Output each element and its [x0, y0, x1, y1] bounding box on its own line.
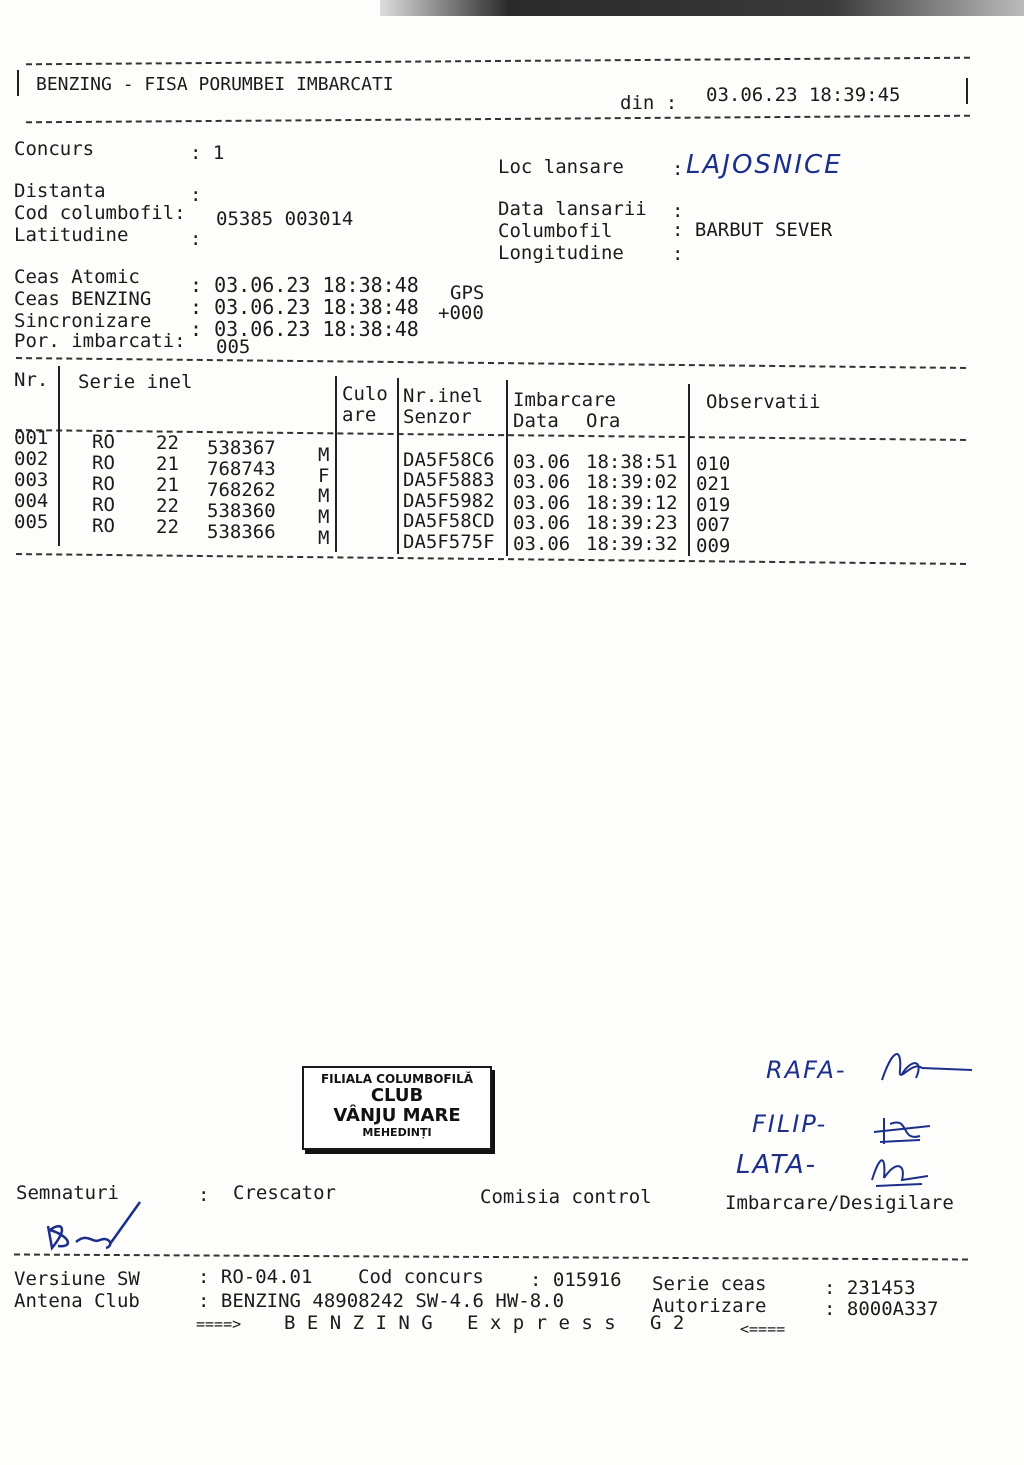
- row-ora: 18:39:12: [586, 492, 678, 514]
- serie-ceas-label: Serie ceas: [652, 1273, 767, 1295]
- row-nr: 003: [14, 469, 49, 491]
- express-banner: B E N Z I N G E x p r e s s G 2: [284, 1312, 685, 1334]
- loc-lansare-colon: :: [672, 158, 684, 180]
- row-an: 22: [156, 495, 179, 517]
- document-title: BENZING - FISA PORUMBEI IMBARCATI: [36, 74, 394, 95]
- signature-lata: [866, 1150, 936, 1190]
- row-sex: M: [318, 527, 330, 549]
- table-rule-top: [16, 357, 966, 369]
- header-culoare-2: are: [342, 404, 377, 426]
- antena-club-value: : BENZING 48908242 SW-4.6 HW-8.0: [198, 1290, 565, 1312]
- signature-filip: [870, 1112, 950, 1148]
- row-inel: 768262: [207, 479, 276, 501]
- ceas-benzing-offset: +000: [438, 302, 484, 324]
- columbofil-label: Columbofil: [498, 220, 613, 242]
- header-senzor: Senzor: [403, 406, 472, 428]
- autorizare-label: Autorizare: [652, 1295, 767, 1317]
- row-an: 22: [156, 432, 179, 454]
- row-inel: 538367: [207, 437, 276, 459]
- cod-columbofil-label: Cod columbofil:: [14, 202, 186, 224]
- signature-crescator: [40, 1196, 150, 1256]
- col-divider-nr: [58, 366, 60, 546]
- sincronizare-value: : 03.06.23 18:38:48: [190, 317, 419, 341]
- cod-concurs-label: Cod concurs: [358, 1266, 484, 1288]
- distanta-value: :: [190, 184, 202, 206]
- concurs-label: Concurs: [14, 138, 95, 160]
- row-tara: RO: [92, 473, 115, 495]
- serie-ceas-value: : 231453: [824, 1277, 916, 1299]
- crescator-label: Crescator: [233, 1182, 336, 1204]
- header-data: Data: [513, 410, 559, 432]
- header-culoare-1: Culo: [342, 383, 388, 405]
- row-data: 03.06: [513, 451, 571, 473]
- row-nr: 004: [14, 490, 49, 512]
- signature-rafa: [872, 1040, 977, 1090]
- versiune-sw-value: : RO-04.01: [198, 1266, 313, 1288]
- ceas-benzing-label: Ceas BENZING: [14, 288, 152, 310]
- imbarcare-desigilare-label: Imbarcare/Desigilare: [725, 1192, 954, 1214]
- stamp-line-filiala: FILIALA COLUMBOFILĂ: [320, 1072, 474, 1086]
- row-obs: 021: [696, 473, 731, 495]
- din-label: din :: [620, 92, 678, 114]
- col-divider-culoare: [397, 378, 399, 554]
- row-an: 21: [156, 474, 179, 496]
- scan-top-shadow: [380, 0, 1024, 16]
- latitudine-value: :: [190, 228, 202, 250]
- ceas-benzing-value: : 03.06.23 18:38:48: [190, 295, 419, 319]
- row-sex: M: [318, 506, 330, 528]
- row-nr: 005: [14, 511, 49, 533]
- cod-columbofil-value: 05385 003014: [216, 208, 354, 230]
- header-observatii: Observatii: [706, 391, 821, 413]
- row-tara: RO: [92, 431, 115, 453]
- versiune-sw-label: Versiune SW: [14, 1268, 140, 1290]
- row-data: 03.06: [513, 492, 571, 514]
- col-divider-serie: [335, 376, 337, 552]
- footer-rule: [14, 1254, 968, 1261]
- row-sex: F: [318, 465, 330, 487]
- data-lansarii-label: Data lansarii: [498, 198, 647, 220]
- row-nr: 001: [14, 427, 49, 449]
- longitudine-label: Longitudine: [498, 242, 624, 264]
- comisia-control-label: Comisia control: [480, 1186, 652, 1208]
- latitudine-label: Latitudine: [14, 224, 129, 246]
- row-tara: RO: [92, 515, 115, 537]
- concurs-value: : 1: [190, 142, 225, 164]
- express-arrow-right: <====: [740, 1320, 786, 1338]
- row-senzor: DA5F58CD: [403, 510, 495, 532]
- header-border-right: [966, 78, 968, 104]
- col-divider-senzor: [506, 380, 508, 556]
- por-imbarcati-label: Por. imbarcati:: [14, 330, 186, 352]
- row-inel: 768743: [207, 458, 276, 480]
- semnaturi-label: Semnaturi: [16, 1182, 119, 1204]
- ceas-atomic-value: : 03.06.23 18:38:48: [190, 273, 419, 297]
- header-border-top: [26, 57, 970, 66]
- row-senzor: DA5F5883: [403, 469, 495, 491]
- columbofil-value: : BARBUT SEVER: [672, 219, 833, 241]
- cod-concurs-value: : 015916: [530, 1269, 622, 1291]
- antena-club-label: Antena Club: [14, 1290, 140, 1312]
- handwritten-filip: FILIP-: [752, 1110, 828, 1138]
- ceas-atomic-label: Ceas Atomic: [14, 266, 140, 288]
- row-senzor: DA5F58C6: [403, 449, 495, 471]
- distanta-label: Distanta: [14, 180, 106, 202]
- header-ora: Ora: [586, 410, 621, 432]
- row-ora: 18:39:02: [586, 471, 678, 493]
- stamp-line-club: CLUB: [370, 1085, 424, 1106]
- row-obs: 009: [696, 535, 731, 557]
- header-border-bottom: [26, 115, 970, 124]
- row-senzor: DA5F5982: [403, 490, 495, 512]
- header-imbarcare: Imbarcare: [513, 389, 616, 411]
- row-nr: 002: [14, 448, 49, 470]
- row-ora: 18:38:51: [586, 451, 678, 473]
- row-senzor: DA5F575F: [403, 531, 495, 553]
- row-obs: 007: [696, 514, 731, 536]
- print-datetime: 03.06.23 18:39:45: [706, 84, 901, 106]
- autorizare-value: : 8000A337: [824, 1298, 939, 1320]
- semnaturi-colon: :: [198, 1184, 210, 1206]
- handwritten-rafa: RAFA-: [766, 1056, 847, 1084]
- ceas-atomic-source: GPS: [450, 282, 485, 304]
- row-ora: 18:39:23: [586, 512, 678, 534]
- por-imbarcati-value: 005: [216, 336, 251, 358]
- handwritten-lata: LATA-: [736, 1150, 818, 1180]
- header-nr: Nr.: [14, 369, 49, 391]
- col-divider-imbarcare: [688, 384, 690, 556]
- row-sex: M: [318, 485, 330, 507]
- stamp-line-vanju-mare: VÂNJU MARE: [333, 1105, 461, 1126]
- row-an: 21: [156, 453, 179, 475]
- row-tara: RO: [92, 494, 115, 516]
- loc-lansare-label: Loc lansare: [498, 156, 624, 178]
- row-sex: M: [318, 444, 330, 466]
- row-data: 03.06: [513, 512, 571, 534]
- data-lansarii-value: :: [672, 200, 684, 222]
- row-inel: 538366: [207, 521, 276, 543]
- row-tara: RO: [92, 452, 115, 474]
- header-serie-inel: Serie inel: [78, 371, 193, 393]
- express-arrow-left: ====>: [196, 1315, 242, 1333]
- header-nr-inel: Nr.inel: [403, 385, 484, 407]
- longitudine-value: :: [672, 243, 684, 265]
- row-obs: 019: [696, 494, 731, 516]
- table-rule-bottom: [16, 553, 966, 565]
- row-an: 22: [156, 516, 179, 538]
- row-inel: 538360: [207, 500, 276, 522]
- sincronizare-label: Sincronizare: [14, 310, 152, 332]
- loc-lansare-handwritten: LAJOSNICE: [686, 150, 843, 180]
- header-border-left: [17, 70, 19, 96]
- stamp-line-mehedinti: MEHEDINȚI: [362, 1126, 432, 1139]
- row-data: 03.06: [513, 471, 571, 493]
- row-obs: 010: [696, 453, 731, 475]
- club-stamp: [302, 1066, 492, 1150]
- row-ora: 18:39:32: [586, 533, 678, 555]
- row-data: 03.06: [513, 533, 571, 555]
